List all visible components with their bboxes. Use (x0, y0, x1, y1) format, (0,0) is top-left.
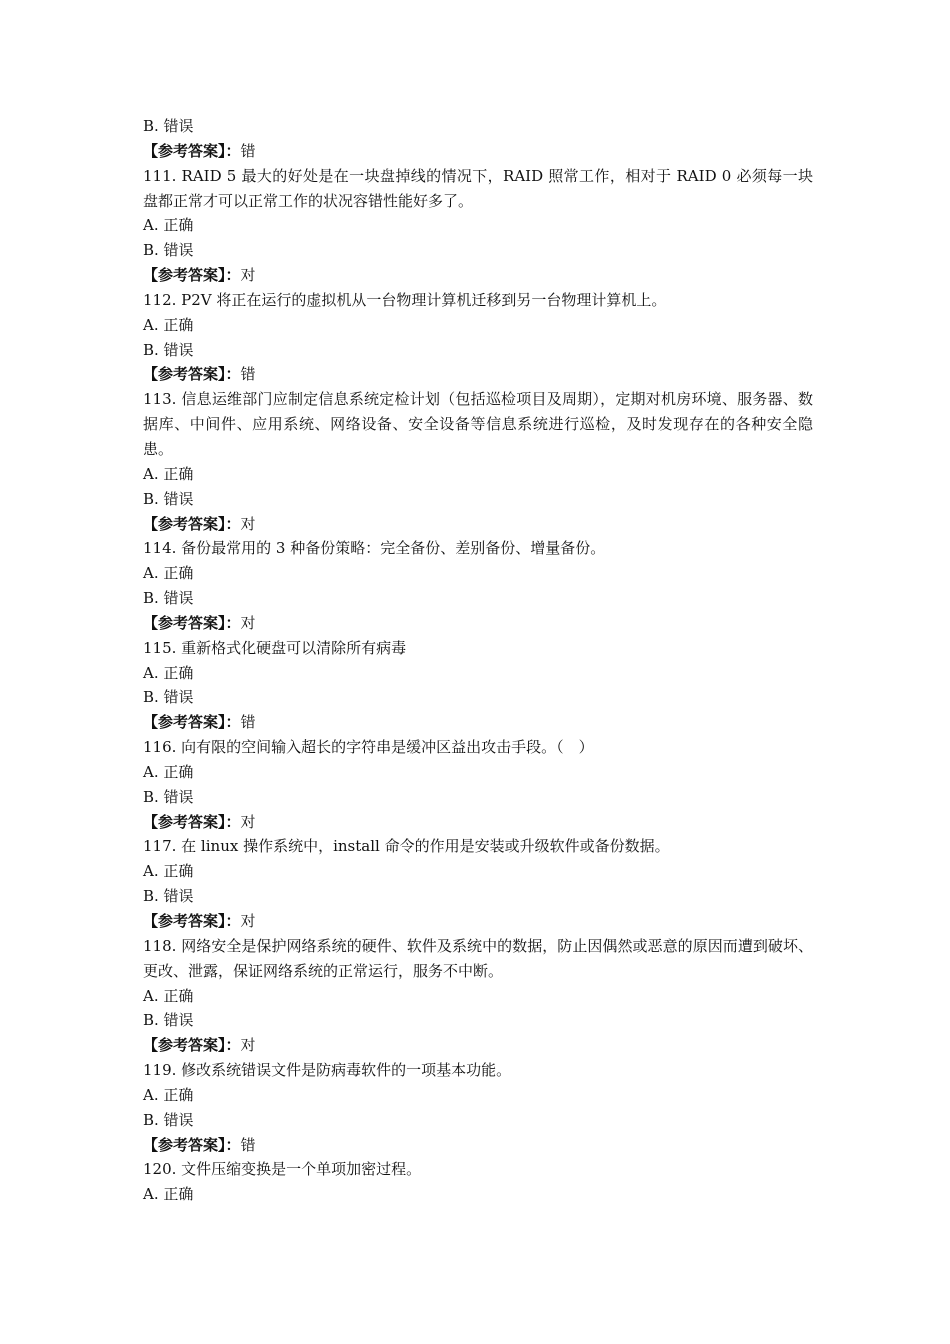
answer-option: A. 正确 (143, 1085, 194, 1104)
answer-option: A. 正确 (143, 216, 194, 235)
question-text: 115. 重新格式化硬盘可以清除所有病毒 (143, 638, 407, 657)
answer-option: B. 错误 (143, 688, 194, 707)
reference-answer-value: 错 (240, 713, 256, 732)
reference-answer (143, 362, 813, 387)
document-body (143, 114, 813, 1207)
reference-answer (143, 710, 813, 735)
question-text: 116. 向有限的空间输入超长的字符串是缓冲区益出攻击手段。（ ） (143, 738, 594, 757)
reference-answer-value: 对 (240, 514, 256, 533)
answer-option: B. 错误 (143, 117, 194, 135)
answer-option: A. 正确 (143, 663, 194, 682)
reference-answer-value: 错 (240, 141, 256, 160)
answer-option: B. 错误 (143, 589, 194, 608)
reference-answer (143, 1133, 813, 1158)
answer-option: A. 正确 (143, 762, 194, 781)
reference-answer-label: 【参考答案】： (143, 266, 241, 285)
reference-answer-label: 【参考答案】： (143, 141, 241, 160)
reference-answer-value: 对 (240, 812, 256, 831)
reference-answer (143, 1033, 813, 1058)
reference-answer-value: 错 (240, 365, 256, 384)
reference-answer (143, 909, 813, 934)
reference-answer-value: 对 (240, 266, 256, 285)
answer-option: A. 正确 (143, 862, 194, 881)
reference-answer-label: 【参考答案】： (143, 514, 241, 533)
reference-answer-value: 错 (240, 1135, 256, 1154)
answer-option: B. 错误 (143, 787, 194, 806)
question-text: 113. 信息运维部门应制定信息系统定检计划（包括巡检项目及周期），定期对机房环境、服务器、数据库、中间件、应用系统、网络设备、安全设备等信息系统进行巡检，及时发现存在的各种安全隐患。 (143, 390, 813, 458)
reference-answer-label: 【参考答案】： (143, 613, 241, 632)
question-text: 114. 备份最常用的 3 种备份策略：完全备份、差别备份、增量备份。 (143, 539, 606, 558)
answer-option: B. 错误 (143, 340, 194, 359)
reference-answer-label: 【参考答案】： (143, 365, 241, 384)
question-text: 111. RAID 5 最大的好处是在一块盘掉线的情况下，RAID 照常工作，相对于 RAID 0 必须每一块盘都正常才可以正常工作的状况容错性能好多了。 (143, 166, 813, 210)
reference-answer (143, 263, 813, 288)
reference-answer-label: 【参考答案】： (143, 812, 241, 831)
reference-answer-label: 【参考答案】： (143, 1135, 241, 1154)
answer-option: B. 错误 (143, 1110, 194, 1129)
question-text: 117. 在 linux 操作系统中，install 命令的作用是安装或升级软件或备份数据。 (143, 837, 670, 856)
reference-answer (143, 611, 813, 636)
answer-option: A. 正确 (143, 464, 194, 483)
reference-answer (143, 512, 813, 537)
question-text: 119. 修改系统错误文件是防病毒软件的一项基本功能。 (143, 1061, 512, 1080)
answer-option: A. 正确 (143, 1185, 194, 1204)
reference-answer-label: 【参考答案】： (143, 912, 241, 930)
question-text: 118. 网络安全是保护网络系统的硬件、软件及系统中的数据，防止因偶然或恶意的原因而遭到破坏、更改、泄露，保证网络系统的正常运行，服务不中断。 (143, 936, 813, 980)
reference-answer (143, 139, 813, 164)
reference-answer (143, 810, 813, 835)
reference-answer-label: 【参考答案】： (143, 1036, 241, 1055)
answer-option: B. 错误 (143, 489, 194, 508)
answer-option: B. 错误 (143, 1011, 194, 1030)
reference-answer-label: 【参考答案】： (143, 713, 241, 732)
answer-option: B. 错误 (143, 887, 194, 906)
answer-option: A. 正确 (143, 986, 194, 1005)
answer-option: A. 正确 (143, 564, 194, 583)
question-text: 112. P2V 将正在运行的虚拟机从一台物理计算机迁移到另一台物理计算机上。 (143, 290, 667, 309)
reference-answer-value: 对 (240, 912, 256, 930)
answer-option: B. 错误 (143, 241, 194, 260)
reference-answer-value: 对 (240, 613, 256, 632)
question-text: 120. 文件压缩变换是一个单项加密过程。 (143, 1160, 422, 1179)
reference-answer-value: 对 (240, 1036, 256, 1055)
answer-option: A. 正确 (143, 315, 194, 334)
